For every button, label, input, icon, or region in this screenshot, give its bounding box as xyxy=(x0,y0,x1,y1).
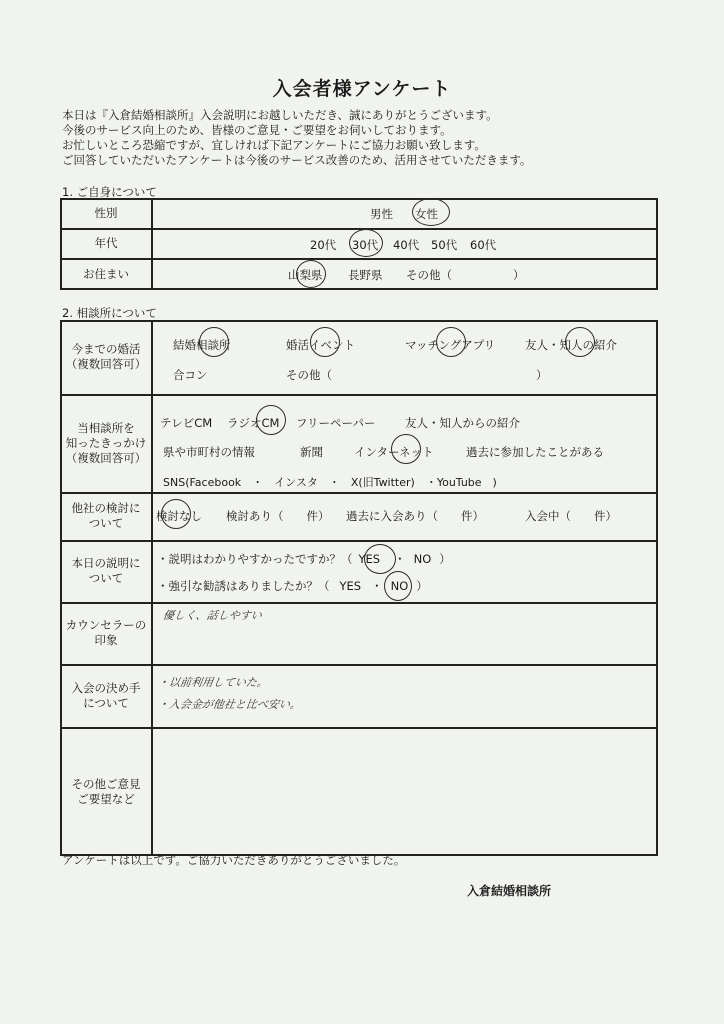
explanation-label: 本日の説明に ついて xyxy=(71,556,141,585)
comments-label: その他ご意見 ご要望など xyxy=(71,776,141,806)
age-option-40s[interactable]: 40代 xyxy=(393,238,420,252)
discovery-radio-option[interactable]: ラジオCM xyxy=(227,416,280,430)
activities-label: 今までの婚活 （複数回答可） xyxy=(65,342,147,371)
residence-nagano-option[interactable]: 長野県 xyxy=(348,268,383,282)
explanation-q2: ・強引な勧誘はありましたか？（ YES ・ NO ） xyxy=(157,579,428,593)
intro-text xyxy=(62,108,531,168)
selected-circle-mark xyxy=(161,499,191,529)
age-option-60s[interactable]: 60代 xyxy=(470,238,497,252)
activity-event-option[interactable]: 婚活イベント xyxy=(286,338,355,352)
explanation-q1: ・説明はわかりやすかったですか？（ YES ・ NO ） xyxy=(157,552,451,566)
gender-male-option[interactable]: 男性 xyxy=(370,207,393,221)
selected-circle-mark xyxy=(436,327,466,357)
counselor-label: カウンセラーの 印象 xyxy=(65,618,147,647)
gender-female-option[interactable]: 女性 xyxy=(415,207,438,221)
organization-name: 入倉結婚相談所 xyxy=(467,884,552,898)
selected-circle-mark xyxy=(296,260,326,288)
activity-agency-option[interactable]: 結婚相談所 xyxy=(173,338,231,352)
intro-line: 今後のサービス向上のため、皆様のご意見・ご要望をお伺いしております。 xyxy=(62,123,452,137)
selected-circle-mark xyxy=(199,327,229,357)
others-none-option[interactable]: 検討なし xyxy=(156,509,202,523)
survey-title: 入会者様アンケート xyxy=(272,78,452,100)
residence-label: お住まい xyxy=(83,266,129,281)
discovery-tv-option[interactable]: テレビCM xyxy=(160,416,213,430)
gender-label: 性別 xyxy=(94,205,118,220)
intro-line: 本日は『入倉結婚相談所』入会説明にお越しいただき、誠にありがとうございます。 xyxy=(62,108,498,122)
q2-no-option[interactable]: NO xyxy=(390,579,409,593)
discovery-internet-option[interactable]: インターネット xyxy=(354,445,434,459)
selected-circle-mark xyxy=(384,571,412,601)
selected-circle-mark xyxy=(364,544,396,574)
age-option-20s[interactable]: 20代 xyxy=(310,238,337,252)
intro-line: ご回答していただいたアンケートは今後のサービス改善のため、活用させていただきます。 xyxy=(62,153,532,167)
discovery-freepaper-option[interactable]: フリーペーパー xyxy=(296,416,376,430)
activity-friend-option[interactable]: 友人・知人の紹介 xyxy=(525,338,617,352)
others-label: 他社の検討に ついて xyxy=(71,501,141,530)
others-considering-option[interactable]: 検討あり（ 件） xyxy=(226,509,330,523)
section1-heading: 1. ご自身について xyxy=(62,185,157,199)
selected-circle-mark xyxy=(256,405,286,435)
decision-answer-2: ・入会金が他社と比べ安い。 xyxy=(157,698,302,711)
selected-circle-mark xyxy=(349,229,383,257)
selected-circle-mark xyxy=(310,327,340,357)
others-past-option[interactable]: 過去に入会あり（ 件） xyxy=(346,509,484,523)
activity-other-option[interactable]: その他（ xyxy=(286,368,332,382)
age-option-30s[interactable]: 30代 xyxy=(352,238,379,252)
section2-heading: 2. 相談所について xyxy=(62,306,157,320)
q1-no-option[interactable]: NO xyxy=(413,552,432,566)
residence-yamanashi-option[interactable]: 山梨県 xyxy=(288,268,323,282)
discovery-sns-option[interactable]: SNS(Facebook ・ インスタ ・ X(旧Twitter) ・YouTube ) xyxy=(163,476,497,489)
discovery-friend-option[interactable]: 友人・知人からの紹介 xyxy=(405,416,520,430)
decision-answer-1: ・以前利用していた。 xyxy=(157,676,269,689)
age-label: 年代 xyxy=(94,235,118,250)
discovery-newspaper-option[interactable]: 新聞 xyxy=(300,445,323,459)
q1-yes-option[interactable]: YES xyxy=(358,552,381,566)
activity-app-option[interactable]: マッチングアプリ xyxy=(405,338,496,352)
selected-circle-mark xyxy=(391,434,421,464)
selected-circle-mark xyxy=(412,198,450,226)
activity-other-close: ） xyxy=(536,368,548,382)
discovery-label: 当相談所を 知ったきっかけ （複数回答可） xyxy=(65,420,147,465)
intro-line: お忙しいところ恐縮ですが、宜しければ下記アンケートにご協力お願い致します。 xyxy=(62,138,486,152)
footer-text: アンケートは以上です。ご協力いただきありがとうございました。 xyxy=(62,853,406,867)
residence-other-option[interactable]: その他（ xyxy=(406,268,452,282)
residence-other-close: ） xyxy=(513,268,525,282)
activity-goukon-option[interactable]: 合コン xyxy=(173,368,208,382)
q2-yes-option[interactable]: YES xyxy=(339,579,362,593)
counselor-answer: 優しく、話しやすい xyxy=(162,609,263,622)
age-option-50s[interactable]: 50代 xyxy=(431,238,458,252)
discovery-past-option[interactable]: 過去に参加したことがある xyxy=(466,445,604,459)
others-current-option[interactable]: 入会中（ 件） xyxy=(525,509,617,523)
selected-circle-mark xyxy=(565,327,595,357)
discovery-municipal-option[interactable]: 県や市町村の情報 xyxy=(163,445,255,459)
decision-label: 入会の決め手 について xyxy=(71,680,141,710)
comments-answer-area[interactable] xyxy=(154,730,654,852)
